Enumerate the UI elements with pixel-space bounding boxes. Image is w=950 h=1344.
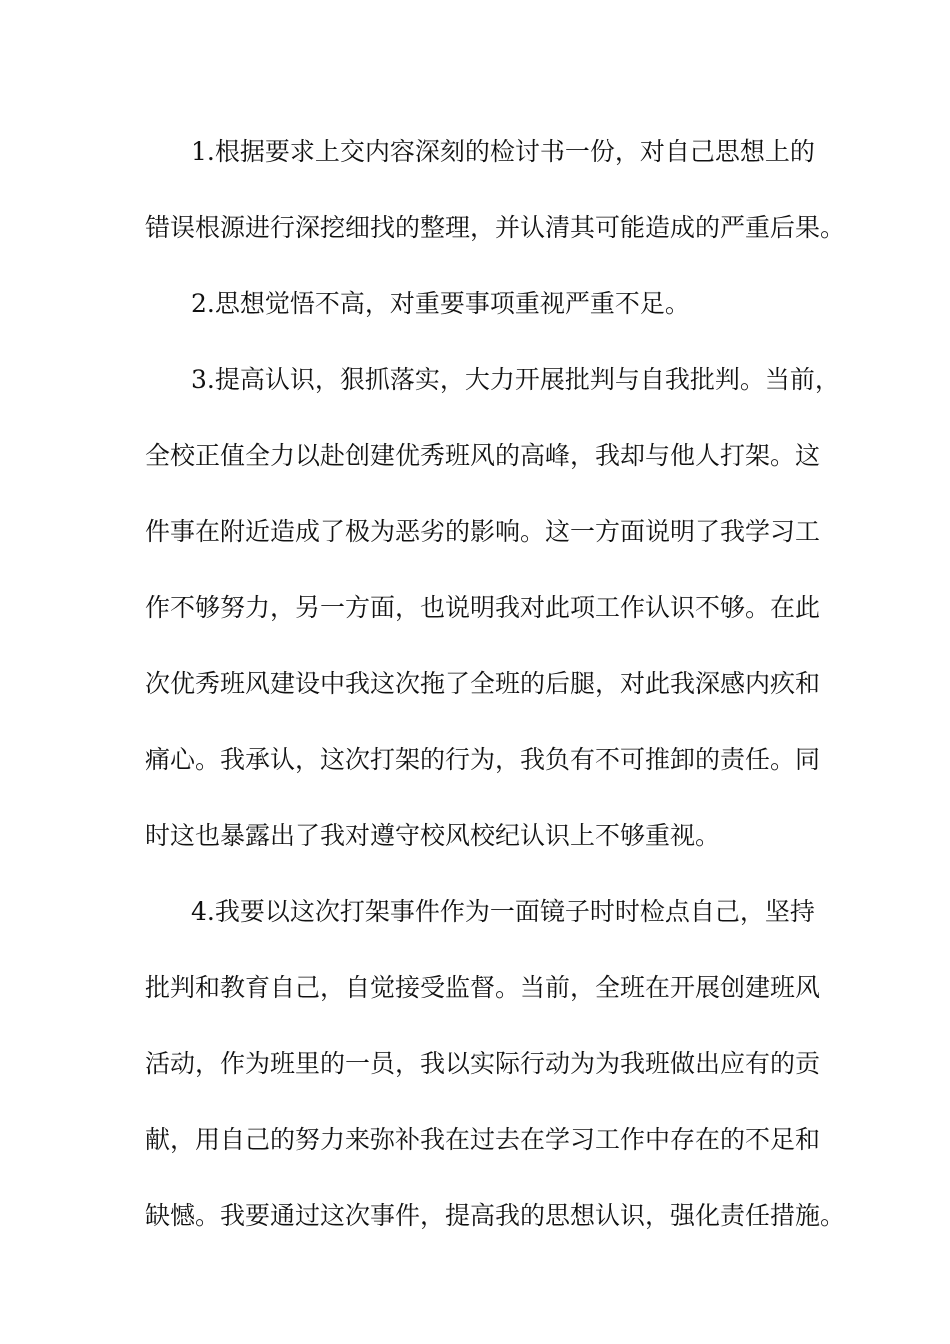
text-line: 批判和教育自己，自觉接受监督。当前，全班在开展创建班风 — [145, 973, 821, 1002]
text-line: 活动，作为班里的一员，我以实际行动为为我班做出应有的贡 — [145, 1049, 821, 1078]
document-body — [145, 127, 846, 1267]
text-line: 2.思想觉悟不高，对重要事项重视严重不足。 — [191, 289, 690, 318]
text-line: 献，用自己的努力来弥补我在过去在学习工作中存在的不足和 — [145, 1125, 821, 1154]
text-line: 痛心。我承认，这次打架的行为，我负有不可推卸的责任。同 — [145, 745, 821, 774]
text-line: 时这也暴露出了我对遵守校风校纪认识上不够重视。 — [145, 821, 721, 850]
text-line: 次优秀班风建设中我这次拖了全班的后腿，对此我深感内疚和 — [145, 669, 821, 698]
text-line: 全校正值全力以赴创建优秀班风的高峰，我却与他人打架。这 — [145, 441, 821, 470]
text-line: 件事在附近造成了极为恶劣的影响。这一方面说明了我学习工 — [145, 517, 821, 546]
text-line: 缺憾。我要通过这次事件，提高我的思想认识，强化责任措施。 — [145, 1201, 846, 1230]
text-line: 4.我要以这次打架事件作为一面镜子时时检点自己，坚持 — [191, 897, 815, 926]
text-line: 3.提高认识，狠抓落实，大力开展批判与自我批判。当前， — [191, 365, 840, 394]
text-line: 作不够努力，另一方面，也说明我对此项工作认识不够。在此 — [145, 593, 821, 622]
text-line: 1.根据要求上交内容深刻的检讨书一份，对自己思想上的 — [191, 137, 815, 166]
text-line: 错误根源进行深挖细找的整理，并认清其可能造成的严重后果。 — [145, 213, 846, 242]
